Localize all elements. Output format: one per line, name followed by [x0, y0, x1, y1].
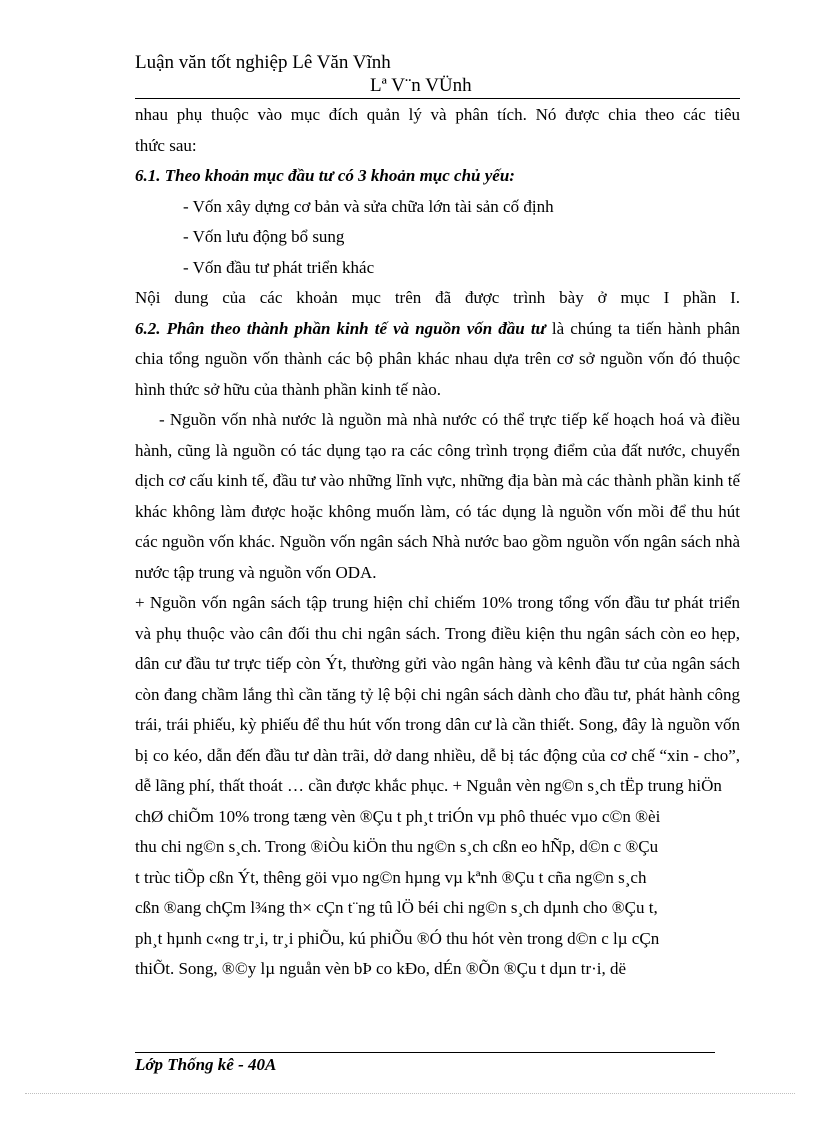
header-title: Luận văn tốt nghiệp Lê Văn Vĩnh [135, 52, 391, 73]
page-bottom-dotted-line [25, 1093, 795, 1094]
section-heading-6-1: 6.1. Theo khoản mục đầu tư có 3 khoản mục chủ yếu: [135, 166, 515, 185]
section-paragraph-6-2 [135, 314, 740, 406]
paragraph-budget-capital [135, 588, 740, 802]
garbled-line: cßn ®ang chÇm l¾ng th× cÇn t¨ng tû lÖ béi chi ng©n s¸ch dµnh cho ®Çu t, [135, 898, 658, 917]
section-heading-6-2: 6.2. Phân theo thành phần kinh tế và nguồn vốn đầu tư [135, 318, 546, 338]
section-6-2-text: là chúng ta tiến hành phân chia tổng nguồn vốn thành các bộ phân khác nhau dựa trên cơ sở nguồn vốn đó thuộc hình thức sở hữu của thành phần kinh tế nào. [135, 318, 740, 399]
garbled-line: ph¸t hµnh c«ng tr¸i, tr¸i phiÕu, kú phiÕu ®Ó thu hót vèn trong d©n c lµ cÇn [135, 928, 660, 948]
footer-rule [135, 1052, 715, 1053]
list-item: - Vốn xây dựng cơ bản và sửa chữa lớn tài sản cố định [183, 196, 554, 216]
list-item: - Vốn lưu động bổ sung [183, 227, 345, 246]
header-garbled-name: Lª V¨n VÜnh [370, 75, 472, 96]
intro-line-2: thức sau: [135, 135, 197, 155]
footer-label: Lớp Thống kê - 40A [135, 1055, 277, 1074]
intro-line-1: nhau phụ thuộc vào mục đích quản lý và phân tích. Nó được chia theo các tiêu [135, 105, 740, 124]
header-rule [135, 98, 740, 99]
garbled-line: chØ chiÕm 10% trong tæng vèn ®Çu t ph¸t triÓn vµ phô thuéc vµo c©n ®èi [135, 806, 661, 826]
garbled-line: thiÕt. Song, ®©y lµ nguån vèn bÞ co kÐo, dÉn ®Õn ®Çu t dµn tr·i, dë [135, 959, 627, 978]
section-note: Nội dung của các khoản mục trên đã được trình bày ở mục I phần I. [135, 288, 740, 307]
garbled-line: t trùc tiÕp cßn Ýt, thêng göi vµo ng©n hµng vµ kªnh ®Çu t cña ng©n s¸ch [135, 867, 647, 887]
paragraph-state-capital: - Nguồn vốn nhà nước là nguồn mà nhà nước có thể trực tiếp kế hoạch hoá và điều hành, cũng là nguồn có tác dụng tạo ra các công trình trọng điểm của đất nước, chuyển dịch cơ cấu kinh tế, đầu tư vào những lĩnh vực, những địa bàn mà các thành phần kinh tế khác không làm được hoặc không muốn làm, có tác dụng là nguồn vốn mồi để thu hút các nguồn vốn khác. Nguồn vốn ngân sách Nhà nước bao gồm nguồn vốn ngân sách nhà nước tập trung và nguồn vốn ODA. [135, 410, 740, 582]
garbled-line: thu chi ng©n s¸ch. Trong ®iÒu kiÖn thu ng©n s¸ch cßn eo hÑp, d©n c ®Çu [135, 837, 659, 856]
garbled-text: + Nguån vèn ng©n s¸ch tËp trung hiÖn [452, 776, 722, 795]
budget-text: + Nguồn vốn ngân sách tập trung hiện chỉ chiếm 10% trong tổng vốn đầu tư phát triển và phụ thuộc vào cân đối thu chi ngân sách. Trong điều kiện thu ngân sách còn eo hẹp, dân cư đầu tư trực tiếp còn Ýt, thường gửi vào ngân hàng và kênh đầu tư của ngân sách còn đang chầm lắng thì cần tăng tỷ lệ bội chi ngân sách dành cho đầu tư, phát hành công trái, trái phiếu, kỳ phiếu để thu hút vốn trong dân cư là cần thiết. Song, đây là nguồn vốn bị co kéo, dẫn đến đầu tư dàn trãi, dở dang nhiều, dễ bị tác động của cơ chế “xin - cho”, dễ lãng phí, thất thoát … cần được khắc phục. [135, 593, 740, 795]
document-body [135, 100, 740, 985]
list-item: - Vốn đầu tư phát triển khác [183, 257, 375, 277]
